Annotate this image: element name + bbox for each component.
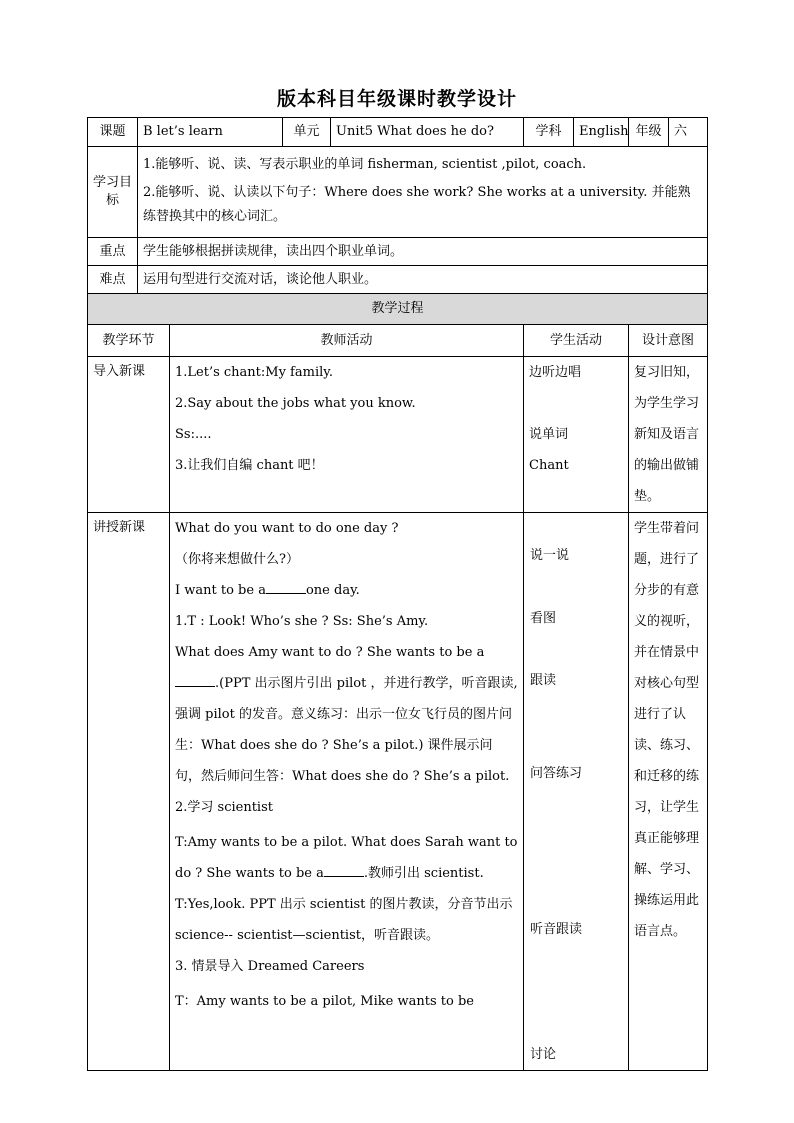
key-points-text: 学生能够根据拼读规律，读出四个职业单词。 [138,238,708,266]
intro-student-3: 说单词 [529,427,569,442]
subject-label: 学科 [524,118,574,147]
lesson-plan-table [87,117,708,1071]
lesson-student-3: 跟读 [530,673,557,688]
lesson-row [88,513,708,1071]
grade-value: 六 [669,118,708,147]
lesson-stage: 讲授新课 [88,513,170,1071]
intro-teacher-1: 1.Let’s chant:My family. [175,365,334,380]
lesson-teacher-5: What does Amy want to do ? She wants to be a.(PPT 出示图片引出 pilot ，并进行教学，听音跟读,强调 pilot 的发音。意义练习：出示一位女飞行员的图片问生：What does she do ? She’s a pilot.) 课件展示问句，然后师问生答：What does she do ? She’s a pilot. [175,645,518,784]
lesson-teacher-8: 3. 情景导入 Dreamed Careers [175,959,365,974]
fill-blank [175,672,215,687]
lesson-teacher-6: 2.学习 scientist [175,800,273,815]
lesson-teacher-9: T：Amy wants to be a pilot, Mike wants to be [175,994,474,1009]
lesson-teacher-7: T:Amy wants to be a pilot. What does Sarah want to do ? She wants to be a .教师引出 scientist. T:Yes,look. PPT 出示 scientist 的图片教读，分音节出示 science-- scientist—scientist，听音跟读。 [175,835,518,943]
intro-stage: 导入新课 [88,357,170,513]
intro-student [524,357,629,513]
intro-teacher [170,357,524,513]
process-title: 教学过程 [88,294,708,325]
intro-teacher-3: Ss:.... [175,427,212,442]
topic-label: 课题 [88,118,138,147]
subject-value: English [574,118,629,147]
intro-student-1: 边听边唱 [529,365,582,380]
page-title: 版本科目年级课时教学设计 [276,88,517,110]
objectives-label: 学习目标 [88,147,138,238]
lesson-intent: 学生带着问题，进行了分步的有意义的视听，并在情景中对核心句型进行了认读、练习、和迁移的练习，让学生真正能够理解、学习、操练运用此语言点。 [629,513,708,1071]
header-row [88,118,708,147]
lesson-student-4: 问答练习 [530,766,583,781]
lesson-student [524,513,629,1071]
lesson-teacher-2: （你将来想做什么?） [175,552,299,567]
objective-1: 1.能够听、说、读、写表示职业的单词 fisherman, scientist ,pilot, coach. [143,157,587,172]
topic-value: B let’s learn [138,118,283,147]
lesson-student-5: 听音跟读 [530,922,583,937]
difficulties-label: 难点 [88,266,138,294]
lesson-student-1: 说一说 [530,548,570,563]
lesson-teacher [170,513,524,1071]
objectives-content [138,147,708,238]
lesson-teacher-3: I want to be a one day. [175,575,518,606]
intro-student-2 [529,388,623,419]
col-teacher: 教师活动 [170,325,524,357]
lesson-teacher-4: 1.T : Look! Who’s she ? Ss: She’s Amy. [175,614,429,629]
objectives-row [88,147,708,238]
grade-label: 年级 [629,118,669,147]
key-points-row [88,238,708,266]
unit-label: 单元 [283,118,331,147]
col-stage: 教学环节 [88,325,170,357]
fill-blank [266,579,306,594]
fill-blank [324,862,364,877]
difficulties-row [88,266,708,294]
intro-teacher-2: 2.Say about the jobs what you know. [175,396,416,411]
difficulties-text: 运用句型进行交流对话，谈论他人职业。 [138,266,708,294]
lesson-student-2: 看图 [530,611,557,626]
process-title-row [88,294,708,325]
intro-student-4: Chant [529,458,569,473]
intro-intent: 复习旧知，为学生学习新知及语言的输出做铺垫。 [629,357,708,513]
unit-value: Unit5 What does he do? [331,118,524,147]
objective-2: 2.能够听、说、认读以下句子：Where does she work? She works at a university. 并能熟练替换其中的核心词汇。 [143,185,691,224]
col-intent: 设计意图 [629,325,708,357]
lesson-student-6: 讨论 [530,1047,557,1062]
column-header-row [88,325,708,357]
intro-teacher-4: 3.让我们自编 chant 吧！ [175,458,324,473]
col-student: 学生活动 [524,325,629,357]
intro-row [88,357,708,513]
lesson-teacher-1: What do you want to do one day ? [175,521,399,536]
key-points-label: 重点 [88,238,138,266]
